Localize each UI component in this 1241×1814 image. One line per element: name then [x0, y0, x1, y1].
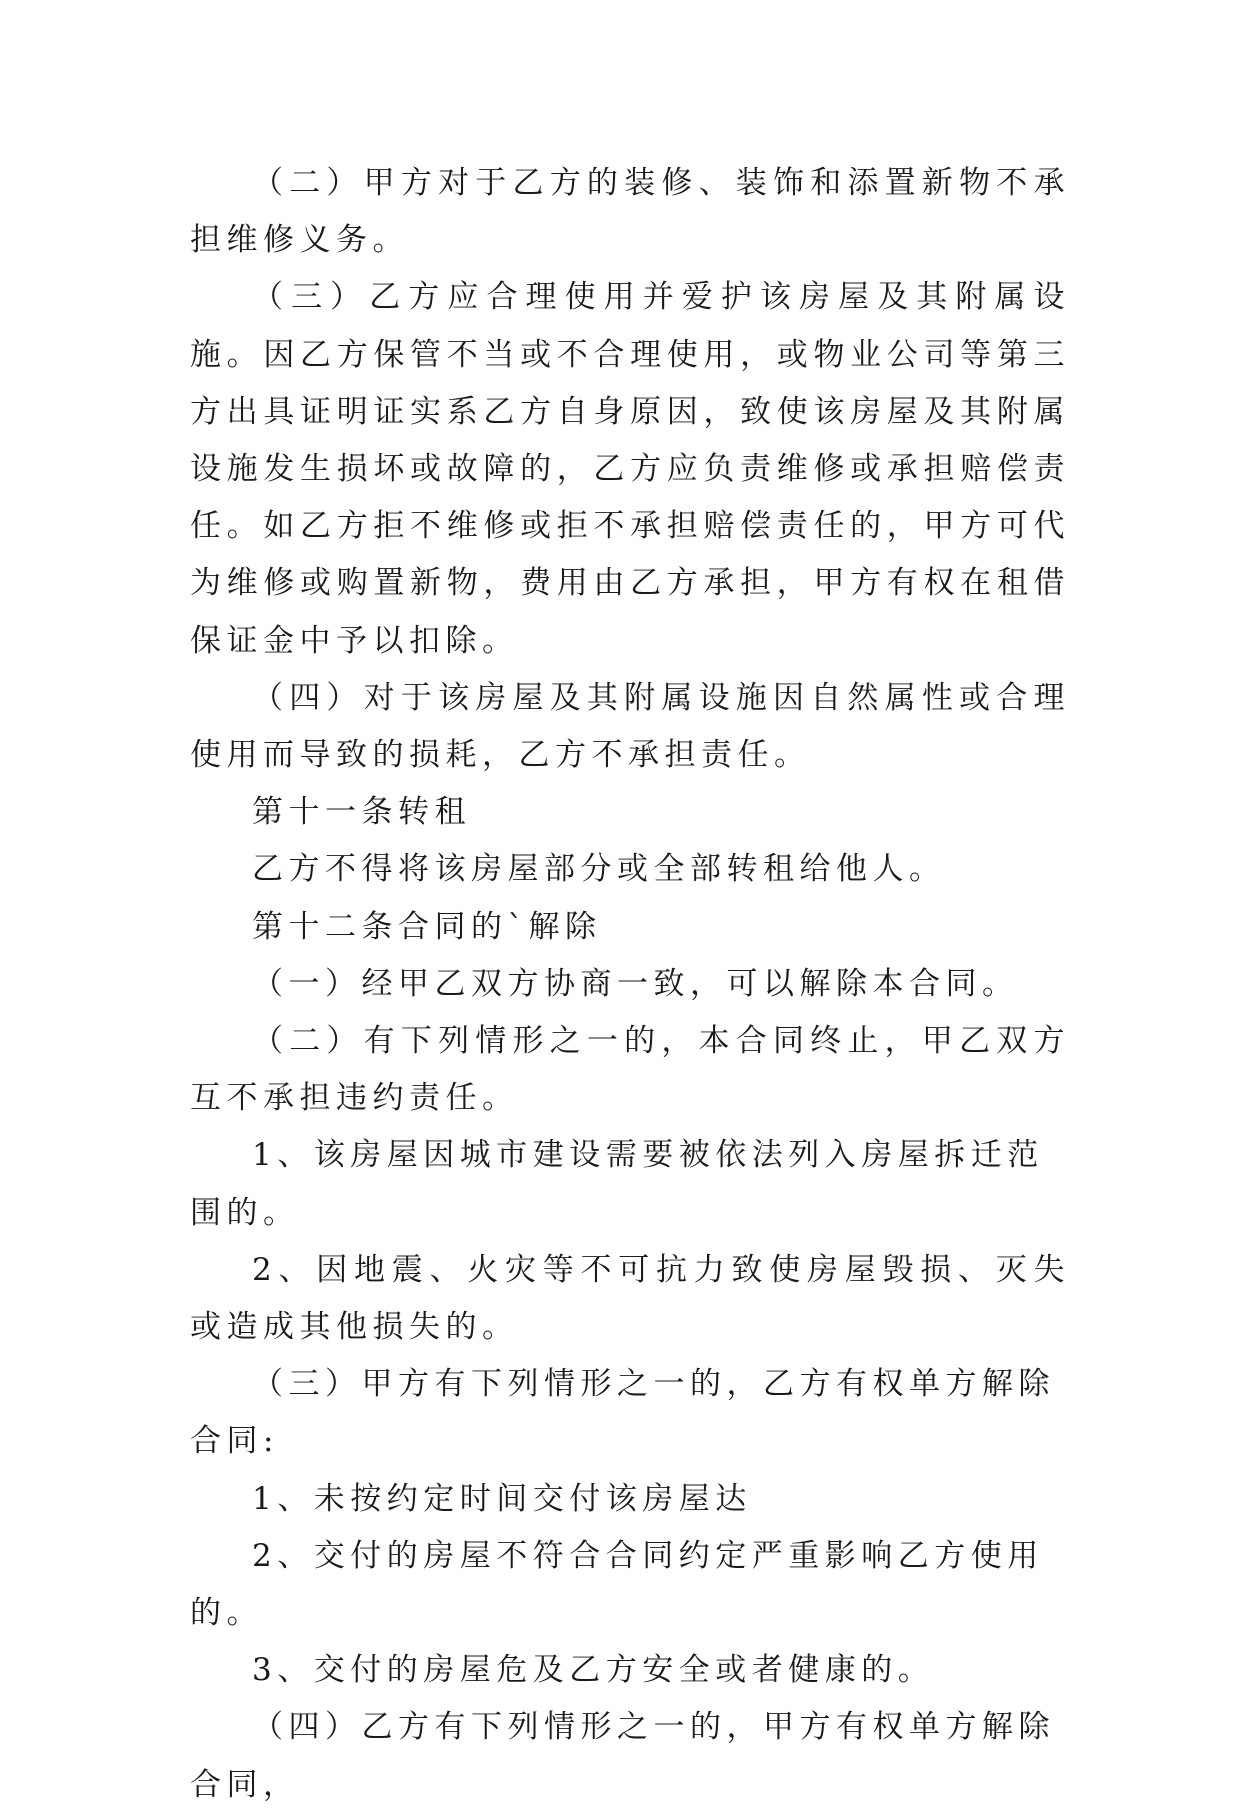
article-12-item-3-sub-1: 1、未按约定时间交付该房屋达	[252, 1480, 752, 1517]
document-body	[190, 155, 1070, 1814]
article-12-item-1: （一）经甲乙双方协商一致，可以解除本合同。	[252, 965, 1019, 1002]
paragraph-clause-4: （四）对于该房屋及其附属设施因自然属性或合理使用而导致的损耗，乙方不承担责任。	[190, 679, 1070, 774]
paragraph-clause-3: （三）乙方应合理使用并爱护该房屋及其附属设施。因乙方保管不当或不合理使用，或物业公司等第三方出具证明证实系乙方自身原因，致使该房屋及其附属设施发生损坏或故障的，乙方应负责维修或承担赔偿责任。如乙方拒不维修或拒不承担赔偿责任的，甲方可代为维修或购置新物，费用由乙方承担，甲方有权在租借保证金中予以扣除。	[190, 279, 1070, 659]
article-11-body: 乙方不得将该房屋部分或全部转租给他人。	[252, 851, 946, 888]
paragraph-clause-2: （二）甲方对于乙方的装修、装饰和添置新物不承担维修义务。	[190, 165, 1070, 259]
article-12-item-3-sub-3: 3、交付的房屋危及乙方安全或者健康的。	[252, 1652, 935, 1689]
article-11-heading: 第十一条转租	[252, 794, 471, 831]
article-12-item-2-sub-1: 1、该房屋因城市建设需要被依法列入房屋拆迁范围的。	[190, 1137, 1044, 1231]
article-12-item-2-sub-2: 2、因地震、火灾等不可抗力致使房屋毁损、灭失或造成其他损失的。	[190, 1251, 1070, 1346]
article-12-heading: 第十二条合同的`解除	[252, 908, 602, 945]
article-12-item-3-sub-2: 2、交付的房屋不符合合同约定严重影响乙方使用的。	[190, 1537, 1044, 1632]
article-12-item-4: （四）乙方有下列情形之一的，甲方有权单方解除合同，	[190, 1709, 1055, 1803]
article-12-item-3: （三）甲方有下列情形之一的，乙方有权单方解除合同:	[190, 1366, 1055, 1460]
article-12-item-2: （二）有下列情形之一的，本合同终止，甲乙双方互不承担违约责任。	[190, 1023, 1070, 1117]
